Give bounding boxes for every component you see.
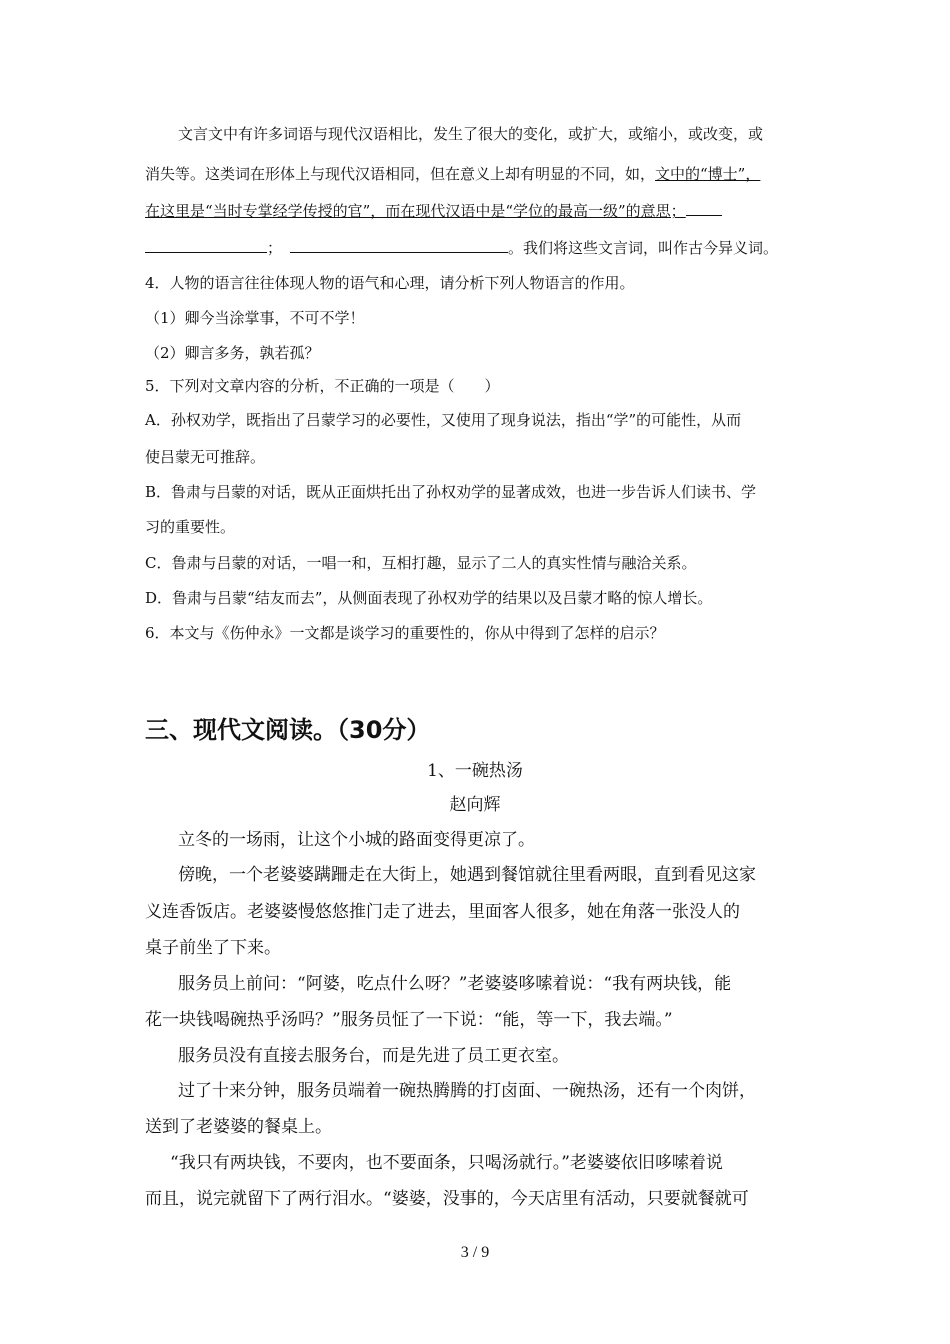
story-paragraph-line: 服务员上前问：“阿婆，吃点什么呀？”老婆婆哆嗦着说：“我有两块钱，能 xyxy=(178,974,732,994)
story-paragraph-line: 而且，说完就留下了两行泪水。“婆婆，没事的，今天店里有活动，只要就餐就可 xyxy=(145,1189,749,1209)
option-b-line-1: B．鲁肃与吕蒙的对话，既从正面烘托出了孙权劝学的显著成效，也进一步告诉人们读书、学 xyxy=(145,483,757,501)
intro-line-4-end: 。我们将这些文言词，叫作古今异义词。 xyxy=(508,239,779,257)
option-a-line-1: A．孙权劝学，既指出了吕蒙学习的必要性，又使用了现身说法，指出“学”的可能性，从而 xyxy=(145,411,742,429)
intro-underlined-text: 文中的“博士”， xyxy=(655,165,761,183)
question-6: 6．本文与《伤仲永》一文都是谈学习的重要性的，你从中得到了怎样的启示？ xyxy=(145,624,665,642)
answer-blank[interactable] xyxy=(686,201,722,216)
page-number: 3 / 9 xyxy=(460,1244,490,1261)
answer-blank[interactable] xyxy=(290,238,508,253)
story-paragraph-line: 傍晚，一个老婆婆蹒跚走在大街上，她遇到餐馆就往里看两眼，直到看见这家 xyxy=(178,865,756,885)
intro-line-2 xyxy=(145,163,815,184)
story-paragraph-line: 义连香饭店。老婆婆慢悠悠推门走了进去，里面客人很多，她在角落一张没人的 xyxy=(145,902,740,922)
story-author: 赵向辉 xyxy=(449,795,501,815)
story-paragraph-line: 花一块钱喝碗热乎汤吗？”服务员怔了一下说：“能，等一下，我去端。” xyxy=(145,1010,673,1030)
intro-underlined-text-2: 在这里是“当时专掌经学传授的官”，而在现代汉语中是“学位的最高一级”的意思； xyxy=(145,202,686,220)
question-4-sub-1: （1）卿今当涂掌事，不可不学！ xyxy=(145,309,365,327)
option-d: D．鲁肃与吕蒙“结友而去”，从侧面表现了孙权劝学的结果以及吕蒙才略的惊人增长。 xyxy=(145,589,713,607)
intro-line-2-text: 消失等。这类词在形体上与现代汉语相同，但在意义上却有明显的不同，如， xyxy=(145,165,656,183)
question-5-title: 5．下列对文章内容的分析，不正确的一项是（ ） xyxy=(145,377,500,395)
option-c: C．鲁肃与吕蒙的对话，一唱一和，互相打趣，显示了二人的真实性情与融洽关系。 xyxy=(145,554,697,572)
intro-line-3 xyxy=(145,200,815,221)
question-4-sub-2: （2）卿言多务，孰若孤？ xyxy=(145,344,320,362)
blank-separator: ； xyxy=(267,239,283,257)
question-4-title: 4．人物的语言往往体现人物的语气和心理，请分析下列人物语言的作用。 xyxy=(145,274,635,292)
story-paragraph-line: 过了十来分钟，服务员端着一碗热腾腾的打卤面、一碗热汤，还有一个肉饼， xyxy=(178,1081,756,1101)
story-paragraph-line: 送到了老婆婆的餐桌上。 xyxy=(145,1117,332,1137)
option-b-line-2: 习的重要性。 xyxy=(145,518,236,536)
intro-line-1: 文言文中有许多词语与现代汉语相比，发生了很大的变化，或扩大，或缩小，或改变，或 xyxy=(178,125,764,143)
section-heading: 三、现代文阅读。（30分） xyxy=(145,716,431,744)
intro-line-4 xyxy=(145,237,815,258)
story-paragraph-line: 服务员没有直接去服务台，而是先进了员工更衣室。 xyxy=(178,1046,569,1066)
option-a-line-2: 使吕蒙无可推辞。 xyxy=(145,448,266,466)
answer-blank[interactable] xyxy=(145,238,267,253)
story-paragraph-line: 桌子前坐了下来。 xyxy=(145,938,281,958)
story-paragraph-line: “我只有两块钱，不要肉，也不要面条，只喝汤就行。”老婆婆依旧哆嗦着说 xyxy=(170,1153,723,1173)
story-title: 1、一碗热汤 xyxy=(427,761,523,781)
story-paragraph-line: 立冬的一场雨，让这个小城的路面变得更凉了。 xyxy=(178,830,535,850)
